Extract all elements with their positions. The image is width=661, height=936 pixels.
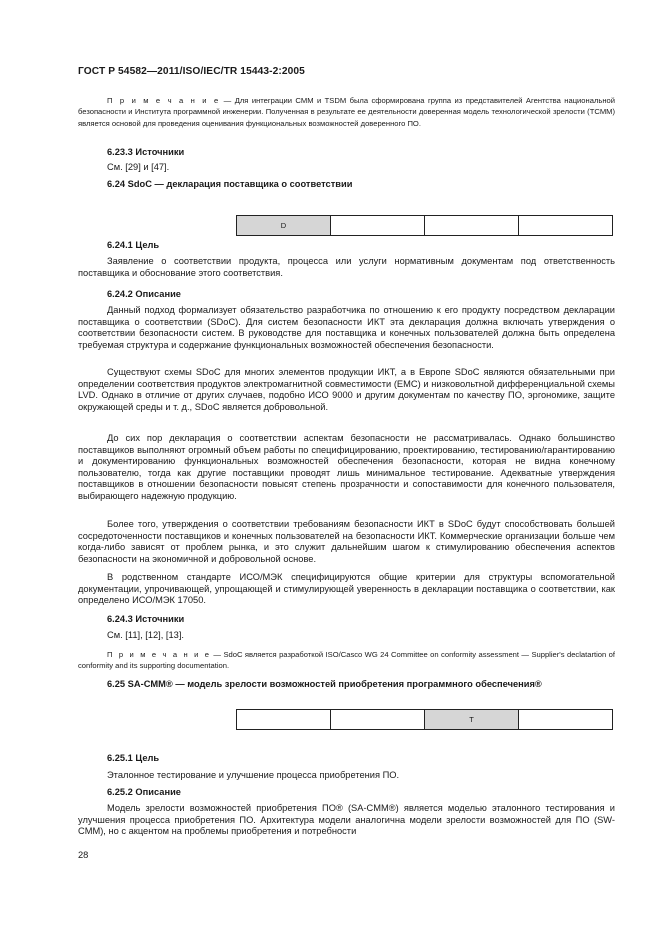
section-6-24-3-text: См. [11], [12], [13]. bbox=[107, 630, 185, 640]
paragraph: Данный подход формализует обязательство разработчика по отношению к его продукту посредством декларации поставщика о соответствии (SDoC). Для систем безопасности ИКТ эта декларация должна включать утверждения о соответствии безопасности систем. В руководстве для поставщика и конечных пользователей должна быть определена требуемая структура и содержание функциональных возможностей обеспечения безопасности. bbox=[78, 305, 615, 350]
table-cell bbox=[425, 216, 519, 236]
table-cell bbox=[519, 710, 613, 730]
note-text: — Для интеграции CMM и TSDM была сформирована группа из представителей Агентства национальной безопасности и Института программной инженерии. Полученная в результате ее деятельности доверенная модель технологической зрелости (TCMM) является основой для проведения оценивания функциональных возможностей доверенного ПО. bbox=[78, 96, 615, 128]
note-label: П р и м е ч а н и е bbox=[107, 96, 221, 105]
table-cell bbox=[237, 710, 331, 730]
note-tcmm bbox=[78, 95, 615, 129]
table-cell: T bbox=[425, 710, 519, 730]
classification-table-sacmm bbox=[236, 709, 613, 730]
table-cell bbox=[519, 216, 613, 236]
section-6-24-3-title: 6.24.3 Источники bbox=[107, 614, 185, 624]
note-label: П р и м е ч а н и е bbox=[107, 650, 212, 659]
paragraph: Более того, утверждения о соответствии требованиям безопасности ИКТ в SDoC будут способствовать большей сосредоточенности поставщиков и конечных пользователей на безопасности ИКТ. Коммерческие организации больше чем когда-либо зависят от проблем рынка, и это служит дальнейшим шагом к стимулированию обеспечения аспектов безопасности на экономичной и добровольной основе. bbox=[78, 519, 615, 564]
note-text: — SdoC является разработкой ISO/Casco WG 24 Committee on conformity assessment — Supplier's declatartion of conformity and its supporting documentation. bbox=[78, 650, 615, 671]
section-6-25-1-title: 6.25.1 Цель bbox=[107, 753, 160, 763]
section-6-24-1-title: 6.24.1 Цель bbox=[107, 240, 160, 250]
section-6-25-1-text: Эталонное тестирование и улучшение процесса приобретения ПО. bbox=[107, 770, 400, 780]
section-6-24-1-text: Заявление о соответствии продукта, процесса или услуги нормативным документам под ответственность поставщика и обоснование этого соответствия. bbox=[78, 256, 615, 278]
section-6-25-2-title: 6.25.2 Описание bbox=[107, 787, 181, 797]
section-6-25-title: 6.25 SA-CMM® — модель зрелости возможностей приобретения программного обеспечения® bbox=[107, 679, 542, 689]
classification-table-sdoc bbox=[236, 215, 613, 236]
section-6-24-2-title: 6.24.2 Описание bbox=[107, 289, 181, 299]
page-number: 28 bbox=[78, 850, 89, 860]
section-6-23-3-title: 6.23.3 Источники bbox=[107, 147, 185, 157]
paragraph: Существуют схемы SDoC для многих элементов продукции ИКТ, а в Европе SDoC являются обязательными при определении соответствия продуктов электромагнитной совместимости (EMC) и низковольтной дифференциальной схемы LVD. Однако в отличие от других случаев, подобно ИСО 9000 и другим документам по качеству ПО, эргономике, защите окружающей среды и т. д., SDoC является добровольной. bbox=[78, 367, 615, 412]
paragraph: До сих пор декларация о соответствии аспектам безопасности не рассматривалась. Однако большинство поставщиков выполняют огромный объем работы по специфицированию, проектированию, тестированию/гарантированию и документированию функциональных возможностей обеспечения безопасности, которая не видна конечному пользователю, тогда как другие поставщики проводят лишь минимальное тестирование. Адекватные утверждения поставщиков в отношении безопасности повысят степень прозрачности и сопоставимости для конечного пользователя, выбирающего надежную продукцию. bbox=[78, 433, 615, 501]
section-6-23-3-text: См. [29] и [47]. bbox=[107, 162, 170, 172]
section-6-24-title: 6.24 SdoC — декларация поставщика о соответствии bbox=[107, 179, 353, 189]
paragraph: Модель зрелости возможностей приобретения ПО® (SA-CMM®) является моделью эталонного тестирования и улучшения процесса приобретения ПО. Архитектура модели аналогична модели зрелости возможностей для ПО (SW-CMM), но с акцентом на проблемы приобретения и потребности bbox=[78, 803, 615, 837]
table-cell bbox=[331, 710, 425, 730]
paragraph: В родственном стандарте ИСО/МЭК специфицируются общие критерии для структуры вспомогательной документации, упрочивающей, упрощающей и стимулирующей уверенность в декларации поставщика о соответствии, как определено ИСО/МЭК 17050. bbox=[78, 572, 615, 606]
table-cell bbox=[331, 216, 425, 236]
note-sdoc bbox=[78, 649, 615, 672]
document-header: ГОСТ Р 54582—2011/ISO/IEC/TR 15443-2:2005 bbox=[78, 66, 305, 77]
table-cell: D bbox=[237, 216, 331, 236]
